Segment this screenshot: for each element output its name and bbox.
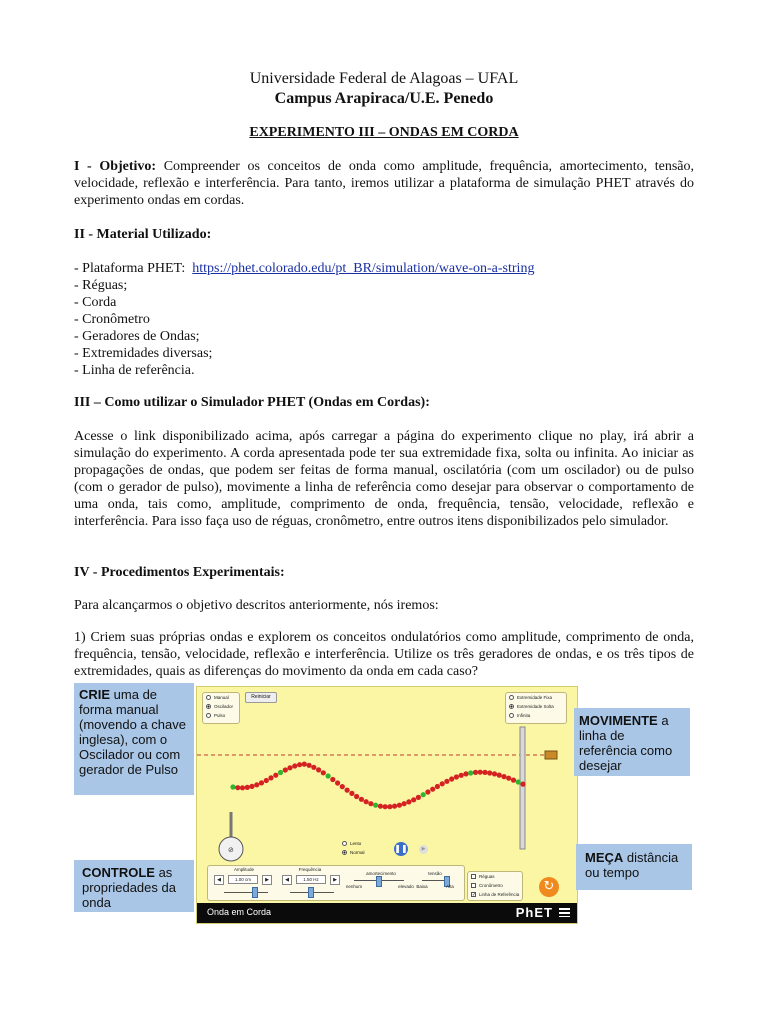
frequency-decrease-icon[interactable]: ◀ bbox=[282, 875, 292, 885]
callout-move: MOVIMENTE a linha de referência como desejar bbox=[574, 708, 690, 776]
generator-option-pulse[interactable]: Pulso bbox=[203, 711, 239, 720]
tool-stopwatch-checkbox[interactable]: Cronômetro bbox=[468, 881, 522, 890]
reset-button[interactable]: Reiniciar bbox=[245, 692, 277, 703]
string-bead bbox=[501, 774, 506, 779]
reference-line-handle[interactable] bbox=[545, 751, 557, 759]
string-bead bbox=[364, 799, 369, 804]
string-bead bbox=[235, 785, 240, 790]
string-bead bbox=[283, 767, 288, 772]
string-bead bbox=[416, 795, 421, 800]
oscillator-symbol: ⊘ bbox=[228, 846, 234, 854]
loose-end-post bbox=[520, 727, 525, 849]
string-bead bbox=[463, 771, 468, 776]
phet-logo: PhET bbox=[515, 905, 553, 920]
callout-control: CONTROLE as propriedades da onda bbox=[74, 860, 194, 912]
string-bead bbox=[402, 801, 407, 806]
material-item: - Cronômetro bbox=[74, 312, 150, 327]
menu-icon[interactable] bbox=[559, 908, 570, 917]
objective-section bbox=[74, 158, 694, 209]
string-bead bbox=[316, 767, 321, 772]
string-bead bbox=[307, 763, 312, 768]
amplitude-decrease-icon[interactable]: ◀ bbox=[214, 875, 224, 885]
string-bead bbox=[335, 780, 340, 785]
callout-create: CRIE uma de forma manual (movendo a chave inglesa), com o Oscilador ou com gerador de Pulso bbox=[74, 683, 194, 795]
string-bead bbox=[497, 773, 502, 778]
experiment-title: EXPERIMENTO III – ONDAS EM CORDA bbox=[249, 125, 519, 140]
string-bead bbox=[311, 765, 316, 770]
end-option-fixed[interactable]: Extremidade Fixa bbox=[506, 693, 566, 702]
string-bead bbox=[287, 765, 292, 770]
simulation-screen bbox=[196, 686, 578, 924]
string-bead bbox=[254, 782, 259, 787]
string-bead bbox=[511, 778, 516, 783]
end-option-infinite[interactable]: Infinita bbox=[506, 711, 566, 720]
frequency-slider[interactable] bbox=[308, 887, 314, 898]
wave-controls-panel bbox=[207, 865, 465, 901]
string-bead bbox=[492, 771, 497, 776]
material-item: - Corda bbox=[74, 295, 117, 310]
string-bead bbox=[297, 762, 302, 767]
string-bead bbox=[321, 770, 326, 775]
string-bead bbox=[373, 803, 378, 808]
string-bead bbox=[354, 794, 359, 799]
generator-option-oscillator[interactable]: Oscilador bbox=[203, 702, 239, 711]
radio-icon bbox=[342, 841, 347, 846]
material-item: - Réguas; bbox=[74, 278, 128, 293]
simulation-title: Onda em Corda bbox=[207, 907, 272, 917]
string-bead bbox=[264, 778, 269, 783]
amplitude-slider-track bbox=[224, 892, 268, 893]
damping-max-label: elevado bbox=[398, 884, 414, 889]
simulation-figure bbox=[74, 678, 694, 924]
damping-slider[interactable] bbox=[376, 876, 382, 887]
usage-heading: III – Como utilizar o Simulador PHET (Ondas em Cordas): bbox=[74, 395, 430, 410]
string-bead bbox=[392, 804, 397, 809]
speed-option-slow[interactable]: Lento bbox=[339, 839, 365, 848]
string-bead bbox=[482, 770, 487, 775]
string-bead bbox=[487, 770, 492, 775]
objective-label: I - Objetivo: bbox=[74, 159, 157, 174]
speed-options bbox=[339, 839, 365, 857]
string-bead bbox=[245, 785, 250, 790]
radio-selected-icon bbox=[342, 850, 347, 855]
string-bead bbox=[430, 787, 435, 792]
string-bead bbox=[444, 779, 449, 784]
procedures-heading: IV - Procedimentos Experimentais: bbox=[74, 565, 285, 580]
frequency-increase-icon[interactable]: ▶ bbox=[330, 875, 340, 885]
procedures-intro: Para alcançarmos o objetivo descritos anteriormente, nós iremos: bbox=[74, 598, 439, 613]
frequency-value: 1.50 Hz bbox=[296, 875, 326, 884]
string-bead bbox=[273, 773, 278, 778]
reset-all-icon[interactable]: ↻ bbox=[539, 877, 559, 897]
string-bead bbox=[349, 791, 354, 796]
material-item: - Linha de referência. bbox=[74, 363, 195, 378]
phet-link[interactable]: https://phet.colorado.edu/pt_BR/simulation/wave-on-a-string bbox=[192, 261, 535, 276]
end-option-loose[interactable]: Extremidade Solta bbox=[506, 702, 566, 711]
string-bead bbox=[359, 797, 364, 802]
amplitude-label: Amplitude bbox=[233, 867, 254, 872]
materials-platform-line bbox=[74, 260, 694, 277]
material-item: - Geradores de Ondas; bbox=[74, 329, 200, 344]
amplitude-slider[interactable] bbox=[252, 887, 258, 898]
string-bead bbox=[383, 804, 388, 809]
string-bead bbox=[506, 776, 511, 781]
string-bead bbox=[278, 770, 283, 775]
checkbox-icon bbox=[471, 883, 476, 888]
string-bead bbox=[459, 773, 464, 778]
string-bead bbox=[230, 784, 235, 789]
string-beads bbox=[230, 762, 525, 810]
string-bead bbox=[387, 804, 392, 809]
materials-list bbox=[74, 260, 694, 379]
tension-label: tensão bbox=[428, 871, 442, 876]
procedure-step-1: 1) Criem suas próprias ondas e explorem os conceitos ondulatórios como amplitude, comprimento de onda, frequência, tensão, velocidade, reflexão e interferência. Utilize os três geradores de ondas, e os três tipos de extremidades, quais as diferenças do movimento da onda em cada caso? bbox=[74, 630, 694, 679]
amplitude-value: 1.00 cm bbox=[228, 875, 258, 884]
string-bead bbox=[292, 763, 297, 768]
checkbox-checked-icon: ✓ bbox=[472, 892, 477, 898]
string-bead bbox=[249, 784, 254, 789]
string-bead bbox=[330, 777, 335, 782]
string-bead bbox=[345, 788, 350, 793]
string-bead bbox=[340, 784, 345, 789]
objective-text: Compreender os conceitos de onda como amplitude, frequência, amortecimento, tensão, velocidade, reflexão e interferência. Para tanto, iremos utilizar a plataforma de simulação PHET através do experimento ondas em cordas. bbox=[74, 159, 694, 208]
material-item: - Extremidades diversas; bbox=[74, 346, 213, 361]
university-name: Universidade Federal de Alagoas – UFAL bbox=[249, 70, 519, 87]
string-bead bbox=[268, 775, 273, 780]
frequency-label: Frequência bbox=[298, 867, 322, 872]
string-bead bbox=[440, 781, 445, 786]
string-bead bbox=[425, 789, 430, 794]
simulation-navbar bbox=[197, 903, 577, 923]
string-bead bbox=[259, 780, 264, 785]
string-bead bbox=[406, 799, 411, 804]
tension-min-label: Baixa bbox=[416, 884, 428, 889]
platform-prefix: - Plataforma PHET: bbox=[74, 261, 186, 276]
string-bead bbox=[516, 779, 521, 784]
string-bead bbox=[473, 770, 478, 775]
string-bead bbox=[435, 784, 440, 789]
string-bead bbox=[421, 792, 426, 797]
string-bead bbox=[478, 770, 483, 775]
campus-name: Campus Arapiraca/U.E. Penedo bbox=[274, 90, 494, 107]
pause-button[interactable]: ❚❚ bbox=[394, 842, 408, 856]
string-bead bbox=[397, 803, 402, 808]
string-bead bbox=[240, 785, 245, 790]
callout-measure: MEÇA distância ou tempo bbox=[576, 844, 692, 890]
tool-rulers-checkbox[interactable]: Réguas bbox=[468, 872, 522, 881]
damping-min-label: nenhum bbox=[345, 884, 363, 889]
checkbox-icon bbox=[471, 874, 476, 879]
usage-text: Acesse o link disponibilizado acima, após carregar a página do experimento clique no play, irá abrir a simulação do experimento. A corda apresentada pode ter sua extremidade fixa, solta ou infinita. Ao iniciar as propagações de ondas, que podem ser feitas de forma manual, oscilatória (com um oscilador) ou de pulso (com o gerador de pulso), movimente a linha de referência como desejar para observar o comportamento de uma onda, tais como, amplitude, comprimento de onda, frequência, tensão, velocidade, reflexão e interferência. Para isso faça uso de réguas, cronômetro, entre outros itens disponibilizados pelo simulador. bbox=[74, 429, 694, 529]
string-bead bbox=[326, 773, 331, 778]
string-bead bbox=[468, 770, 473, 775]
string-bead bbox=[411, 797, 416, 802]
step-button[interactable]: ▶ bbox=[419, 845, 428, 854]
string-bead bbox=[449, 776, 454, 781]
string-bead bbox=[378, 804, 383, 809]
string-bead bbox=[454, 774, 459, 779]
string-bead bbox=[520, 782, 525, 787]
tension-max-label: Alta bbox=[446, 884, 454, 889]
tool-reference-line-checkbox[interactable]: ✓ Linha de Referência bbox=[472, 892, 520, 898]
amplitude-increase-icon[interactable]: ▶ bbox=[262, 875, 272, 885]
damping-label: amortecimento bbox=[366, 871, 396, 876]
generator-option-manual[interactable]: Manual bbox=[203, 693, 239, 702]
string-bead bbox=[302, 762, 307, 767]
speed-option-normal[interactable]: Normal bbox=[339, 848, 365, 857]
string-bead bbox=[368, 801, 373, 806]
materials-heading: II - Material Utilizado: bbox=[74, 227, 212, 242]
tools-panel bbox=[467, 871, 523, 901]
